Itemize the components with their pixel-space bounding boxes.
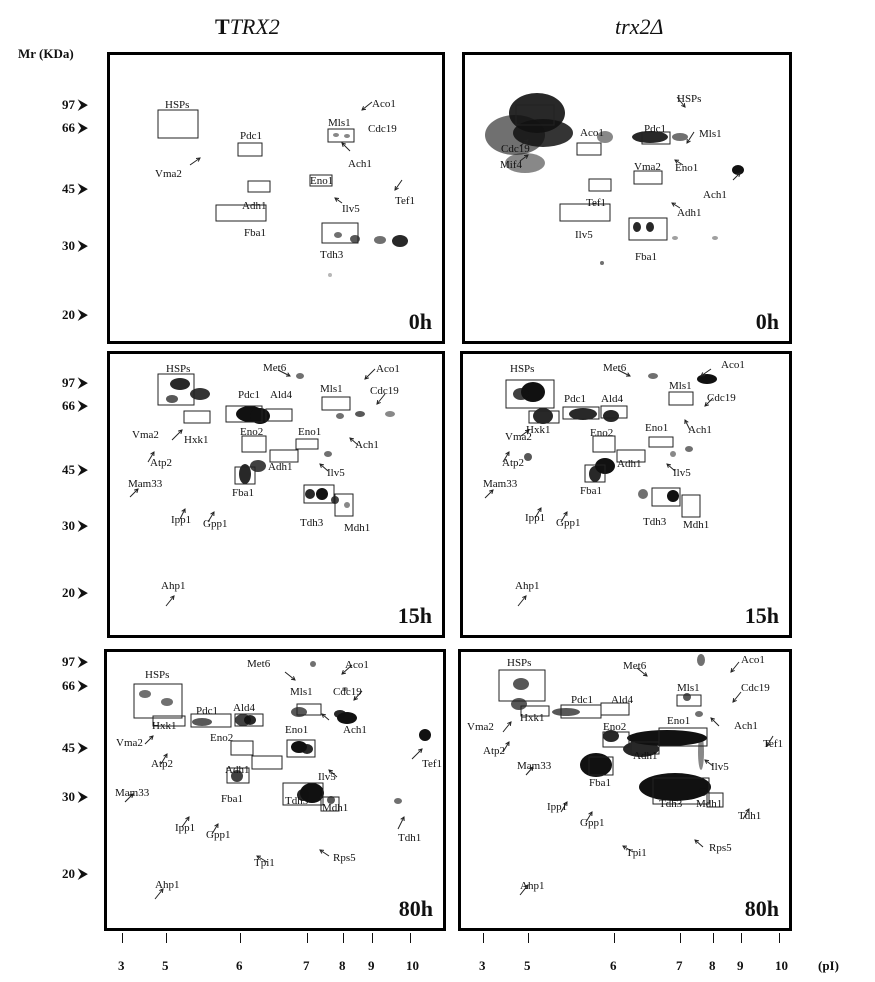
mw-marker-30: 30 ⮞ bbox=[62, 789, 88, 804]
mw-marker-97: 97 ⮞ bbox=[62, 97, 88, 112]
protein-label-mls1: Mls1 bbox=[320, 383, 343, 395]
pi-tick-label: 5 bbox=[524, 958, 531, 973]
protein-label-ilv5: Ilv5 bbox=[342, 203, 360, 215]
annotation-arrow bbox=[687, 132, 694, 143]
gel-stage bbox=[110, 354, 442, 635]
gel-panel-mutant-15h bbox=[460, 351, 792, 638]
pi-tick-label: 3 bbox=[118, 958, 125, 973]
protein-label-mdh1: Mdh1 bbox=[322, 802, 349, 814]
protein-label-pdc1: Pdc1 bbox=[238, 389, 260, 401]
spot-box bbox=[134, 684, 182, 718]
time-label: 15h bbox=[744, 603, 779, 628]
pi-tick bbox=[343, 933, 344, 943]
spot-box bbox=[682, 495, 700, 517]
mw-marker-30: 30 ⮞ bbox=[62, 518, 88, 533]
protein-label-met6: Met6 bbox=[247, 658, 271, 670]
protein-spot bbox=[670, 451, 676, 457]
protein-spot bbox=[374, 236, 386, 244]
protein-label-atp2: Atp2 bbox=[150, 457, 172, 469]
pi-tick-label: 9 bbox=[737, 958, 744, 973]
protein-spot bbox=[310, 661, 316, 667]
protein-label-ahp1: Ahp1 bbox=[161, 580, 186, 592]
column-title-mutant: trx2Δ bbox=[615, 14, 664, 39]
protein-spot bbox=[334, 710, 346, 718]
gel-panel-wt-80h bbox=[104, 649, 446, 931]
protein-label-hxk1: Hxk1 bbox=[526, 424, 551, 436]
spot-box bbox=[296, 439, 318, 449]
annotation-arrow bbox=[731, 662, 739, 672]
protein-label-mls1: Mls1 bbox=[699, 128, 722, 140]
protein-label-cdc19: Cdc19 bbox=[741, 682, 770, 694]
protein-label-ach1: Ach1 bbox=[688, 424, 712, 436]
protein-spot bbox=[328, 273, 332, 277]
gel-image bbox=[465, 55, 789, 341]
protein-label-vma2: Vma2 bbox=[505, 431, 532, 443]
protein-label-mls1: Mls1 bbox=[669, 380, 692, 392]
spot-box bbox=[231, 741, 253, 755]
protein-label-tpi1: Tpi1 bbox=[626, 847, 647, 859]
protein-label-vma2: Vma2 bbox=[467, 721, 494, 733]
pi-tick bbox=[741, 933, 742, 943]
pi-tick-label: 3 bbox=[479, 958, 486, 973]
gel-stage bbox=[107, 652, 443, 928]
mw-marker-66: 66 ⮞ bbox=[62, 120, 88, 135]
protein-label-rps5: Rps5 bbox=[333, 852, 356, 864]
protein-label-eno2: Eno2 bbox=[240, 426, 264, 438]
protein-label-ald4: Ald4 bbox=[270, 389, 292, 401]
protein-label-tef1: Tef1 bbox=[395, 195, 415, 207]
protein-label-ipp1: Ipp1 bbox=[547, 801, 568, 813]
protein-label-tdh1: Tdh1 bbox=[738, 810, 762, 822]
spot-box bbox=[184, 411, 210, 423]
protein-spot bbox=[324, 451, 332, 457]
protein-label-mls1: Mls1 bbox=[328, 117, 351, 129]
protein-label-fba1: Fba1 bbox=[232, 487, 254, 499]
pi-tick bbox=[528, 933, 529, 943]
protein-label-mdh1: Mdh1 bbox=[683, 519, 710, 531]
protein-spot bbox=[511, 698, 527, 710]
protein-spot bbox=[250, 460, 266, 472]
annotation-arrow bbox=[503, 722, 511, 732]
protein-spot bbox=[569, 408, 597, 420]
protein-label-pdc1: Pdc1 bbox=[571, 694, 593, 706]
pi-tick-label: 7 bbox=[303, 958, 310, 973]
protein-label-hxk1: Hxk1 bbox=[520, 712, 545, 724]
protein-spot bbox=[513, 388, 529, 400]
mw-marker-45: 45 ⮞ bbox=[62, 181, 88, 196]
protein-spot bbox=[161, 698, 173, 706]
protein-label-tdh3: Tdh3 bbox=[285, 795, 309, 807]
time-label: 80h bbox=[744, 896, 779, 921]
protein-spot bbox=[170, 378, 190, 390]
annotation-arrow bbox=[733, 173, 740, 180]
mw-marker-66: 66 ⮞ bbox=[62, 678, 88, 693]
protein-label-tdh3: Tdh3 bbox=[300, 517, 324, 529]
protein-label-ahp1: Ahp1 bbox=[155, 879, 180, 891]
protein-spot bbox=[305, 489, 315, 499]
protein-label-pdc1: Pdc1 bbox=[196, 705, 218, 717]
protein-label-fba1: Fba1 bbox=[589, 777, 611, 789]
protein-label-adh1: Adh1 bbox=[225, 764, 250, 776]
protein-spot bbox=[316, 488, 328, 500]
protein-label-fba1: Fba1 bbox=[635, 251, 657, 263]
gel-stage bbox=[465, 55, 789, 341]
protein-label-vma2: Vma2 bbox=[132, 429, 159, 441]
protein-spot bbox=[672, 133, 688, 141]
protein-label-hsps: HSPs bbox=[677, 93, 702, 105]
protein-spot bbox=[190, 388, 210, 400]
gel-panel-wt-15h bbox=[107, 351, 445, 638]
protein-label-mdh1: Mdh1 bbox=[696, 798, 723, 810]
protein-label-ilv5: Ilv5 bbox=[318, 771, 336, 783]
protein-label-ach1: Ach1 bbox=[355, 439, 379, 451]
protein-spot bbox=[419, 729, 431, 741]
protein-spot bbox=[639, 773, 711, 801]
protein-label-atp2: Atp2 bbox=[483, 745, 505, 757]
protein-label-hxk1: Hxk1 bbox=[152, 720, 177, 732]
protein-label-ach1: Ach1 bbox=[703, 189, 727, 201]
protein-label-atp2: Atp2 bbox=[151, 758, 173, 770]
protein-spot bbox=[333, 133, 339, 137]
protein-spot bbox=[695, 711, 703, 717]
pi-tick bbox=[307, 933, 308, 943]
protein-label-cdc19: Cdc19 bbox=[501, 143, 530, 155]
protein-label-ach1: Ach1 bbox=[343, 724, 367, 736]
protein-spot bbox=[344, 134, 350, 138]
protein-spot bbox=[697, 654, 705, 666]
annotation-arrow bbox=[733, 692, 741, 702]
mw-marker-20: 20 ⮞ bbox=[62, 866, 88, 881]
gel-stage bbox=[463, 354, 789, 635]
protein-label-hsps: HSPs bbox=[507, 657, 532, 669]
pi-tick-label: 8 bbox=[339, 958, 346, 973]
protein-spot bbox=[166, 395, 178, 403]
protein-label-aco1: Aco1 bbox=[721, 359, 745, 371]
protein-spot bbox=[667, 490, 679, 502]
mw-marker-66: 66 ⮞ bbox=[62, 398, 88, 413]
annotation-arrow bbox=[320, 850, 329, 856]
spot-box bbox=[322, 397, 350, 410]
pi-unit: (pI) bbox=[818, 958, 839, 973]
protein-spot bbox=[296, 373, 304, 379]
protein-spot bbox=[392, 235, 408, 247]
spot-box bbox=[252, 756, 282, 769]
protein-label-vma2: Vma2 bbox=[634, 161, 661, 173]
pi-tick bbox=[779, 933, 780, 943]
protein-label-hxk1: Hxk1 bbox=[184, 434, 209, 446]
gel-panel-mutant-0h bbox=[462, 52, 792, 344]
protein-label-gpp1: Gpp1 bbox=[203, 518, 228, 530]
protein-spot bbox=[533, 408, 553, 424]
protein-label-met6: Met6 bbox=[263, 362, 287, 374]
protein-label-mam33: Mam33 bbox=[115, 787, 150, 799]
protein-label-adh1: Adh1 bbox=[633, 750, 658, 762]
protein-label-fba1: Fba1 bbox=[244, 227, 266, 239]
mw-marker-30: 30 ⮞ bbox=[62, 238, 88, 253]
gel-stage bbox=[461, 652, 789, 928]
gel-panel-mutant-80h bbox=[458, 649, 792, 931]
pi-tick-label: 7 bbox=[676, 958, 683, 973]
protein-spot bbox=[648, 373, 658, 379]
protein-spot bbox=[697, 374, 717, 384]
mw-marker-97: 97 ⮞ bbox=[62, 375, 88, 390]
pi-tick bbox=[713, 933, 714, 943]
protein-label-met6: Met6 bbox=[623, 660, 647, 672]
protein-label-adh1: Adh1 bbox=[268, 461, 293, 473]
protein-label-ilv5: Ilv5 bbox=[673, 467, 691, 479]
spot-box bbox=[589, 179, 611, 191]
protein-spot bbox=[589, 466, 601, 482]
protein-label-eno1: Eno1 bbox=[667, 715, 691, 727]
protein-label-cdc19: Cdc19 bbox=[707, 392, 736, 404]
protein-spot bbox=[600, 261, 604, 265]
protein-label-ahp1: Ahp1 bbox=[520, 880, 545, 892]
protein-spot bbox=[683, 693, 691, 701]
protein-label-tdh3: Tdh3 bbox=[643, 516, 667, 528]
protein-label-tef1: Tef1 bbox=[422, 758, 442, 770]
time-label: 0h bbox=[755, 309, 779, 334]
protein-spot bbox=[336, 413, 344, 419]
protein-label-pdc1: Pdc1 bbox=[644, 123, 666, 135]
protein-label-gpp1: Gpp1 bbox=[206, 829, 231, 841]
pi-tick bbox=[410, 933, 411, 943]
pi-tick bbox=[680, 933, 681, 943]
protein-label-mam33: Mam33 bbox=[517, 760, 552, 772]
protein-label-ach1: Ach1 bbox=[348, 158, 372, 170]
protein-label-aco1: Aco1 bbox=[580, 127, 604, 139]
protein-spot bbox=[712, 236, 718, 240]
protein-label-ald4: Ald4 bbox=[233, 702, 255, 714]
protein-label-ald4: Ald4 bbox=[601, 393, 623, 405]
protein-label-mls1: Mls1 bbox=[290, 686, 313, 698]
protein-spot bbox=[301, 744, 313, 754]
mw-marker-45: 45 ⮞ bbox=[62, 740, 88, 755]
protein-label-tdh1: Tdh1 bbox=[398, 832, 422, 844]
pi-tick bbox=[122, 933, 123, 943]
protein-label-hsps: HSPs bbox=[165, 99, 190, 111]
protein-label-ilv5: Ilv5 bbox=[327, 467, 345, 479]
protein-label-eno1: Eno1 bbox=[285, 724, 309, 736]
gel-panel-wt-0h bbox=[107, 52, 445, 344]
protein-label-ahp1: Ahp1 bbox=[515, 580, 540, 592]
annotation-arrow bbox=[190, 158, 200, 165]
annotation-arrow bbox=[395, 180, 402, 190]
mw-marker-45: 45 ⮞ bbox=[62, 462, 88, 477]
annotation-arrow bbox=[412, 749, 422, 759]
protein-label-fba1: Fba1 bbox=[580, 485, 602, 497]
annotation-arrow bbox=[365, 369, 375, 379]
protein-label-fba1: Fba1 bbox=[221, 793, 243, 805]
protein-label-pdc1: Pdc1 bbox=[564, 393, 586, 405]
protein-spot bbox=[638, 489, 648, 499]
protein-spot bbox=[603, 410, 619, 422]
protein-spot bbox=[633, 222, 641, 232]
protein-label-aco1: Aco1 bbox=[372, 98, 396, 110]
annotation-arrow bbox=[485, 490, 493, 498]
protein-label-eno2: Eno2 bbox=[590, 427, 614, 439]
protein-label-eno1: Eno1 bbox=[675, 162, 699, 174]
pi-tick-label: 10 bbox=[775, 958, 788, 973]
protein-label-eno1: Eno1 bbox=[310, 175, 334, 187]
protein-spot bbox=[244, 715, 256, 725]
protein-label-eno2: Eno2 bbox=[210, 732, 234, 744]
protein-label-aco1: Aco1 bbox=[741, 654, 765, 666]
annotation-arrow bbox=[285, 672, 295, 680]
pi-tick-label: 8 bbox=[709, 958, 716, 973]
spot-box bbox=[242, 436, 266, 452]
spot-box bbox=[328, 129, 354, 142]
protein-label-adh1: Adh1 bbox=[617, 458, 642, 470]
spot-box bbox=[669, 392, 693, 405]
spot-box bbox=[158, 110, 198, 138]
time-label: 15h bbox=[397, 603, 432, 628]
protein-label-ilv5: Ilv5 bbox=[575, 229, 593, 241]
pi-tick-label: 5 bbox=[162, 958, 169, 973]
protein-label-ipp1: Ipp1 bbox=[175, 822, 196, 834]
protein-spot bbox=[552, 708, 580, 716]
pi-tick-label: 6 bbox=[236, 958, 243, 973]
protein-spot bbox=[394, 798, 402, 804]
protein-label-gpp1: Gpp1 bbox=[580, 817, 605, 829]
protein-label-cdc19: Cdc19 bbox=[333, 686, 362, 698]
protein-spot bbox=[355, 411, 365, 417]
protein-label-cdc19: Cdc19 bbox=[370, 385, 399, 397]
protein-label-adh1: Adh1 bbox=[677, 207, 702, 219]
protein-label-mam33: Mam33 bbox=[128, 478, 163, 490]
protein-spot bbox=[139, 690, 151, 698]
protein-spot bbox=[513, 678, 529, 690]
gel-stage bbox=[110, 55, 442, 341]
protein-label-ipp1: Ipp1 bbox=[525, 512, 546, 524]
protein-label-mls1: Mls1 bbox=[677, 682, 700, 694]
annotation-arrow bbox=[335, 198, 342, 203]
protein-label-tef1: Tef1 bbox=[763, 738, 783, 750]
protein-label-vma2: Vma2 bbox=[155, 168, 182, 180]
protein-label-hsps: HSPs bbox=[166, 363, 191, 375]
protein-label-tdh3: Tdh3 bbox=[320, 249, 344, 261]
time-label: 80h bbox=[398, 896, 433, 921]
pi-tick-label: 9 bbox=[368, 958, 375, 973]
pi-tick bbox=[372, 933, 373, 943]
protein-label-pdc1: Pdc1 bbox=[240, 130, 262, 142]
spot-box bbox=[248, 181, 270, 192]
annotation-arrow bbox=[518, 596, 526, 606]
protein-label-mam33: Mam33 bbox=[483, 478, 518, 490]
mr-axis-title: Mr (KDa) bbox=[18, 46, 74, 61]
protein-label-tdh3: Tdh3 bbox=[659, 798, 683, 810]
protein-label-ach1: Ach1 bbox=[734, 720, 758, 732]
protein-label-hsps: HSPs bbox=[510, 363, 535, 375]
spot-box bbox=[577, 143, 601, 155]
protein-spot bbox=[344, 502, 350, 508]
protein-label-vma2: Vma2 bbox=[116, 737, 143, 749]
protein-spot bbox=[385, 411, 395, 417]
protein-label-ilv5: Ilv5 bbox=[711, 761, 729, 773]
annotation-arrow bbox=[322, 714, 329, 720]
annotation-arrow bbox=[362, 102, 372, 110]
protein-label-gpp1: Gpp1 bbox=[556, 517, 581, 529]
time-label: 0h bbox=[408, 309, 432, 334]
protein-spot bbox=[646, 222, 654, 232]
pi-tick bbox=[240, 933, 241, 943]
annotation-arrow bbox=[172, 430, 182, 440]
protein-spot bbox=[192, 718, 212, 726]
spot-box bbox=[238, 143, 262, 156]
protein-label-mdh1: Mdh1 bbox=[344, 522, 371, 534]
protein-label-met6: Met6 bbox=[603, 362, 627, 374]
pi-tick bbox=[166, 933, 167, 943]
gel-image bbox=[463, 354, 789, 635]
protein-spot bbox=[698, 734, 704, 770]
protein-spot bbox=[699, 788, 707, 796]
pi-tick-label: 10 bbox=[406, 958, 419, 973]
protein-spot bbox=[334, 232, 342, 238]
protein-spot bbox=[685, 446, 693, 452]
annotation-arrow bbox=[130, 489, 138, 497]
mw-marker-97: 97 ⮞ bbox=[62, 654, 88, 669]
protein-label-mif4: Mif4 bbox=[500, 159, 522, 171]
protein-label-ipp1: Ipp1 bbox=[171, 514, 192, 526]
protein-label-tpi1: Tpi1 bbox=[254, 857, 275, 869]
annotation-arrow bbox=[711, 718, 719, 726]
pi-tick-label: 6 bbox=[610, 958, 617, 973]
annotation-arrow bbox=[398, 817, 404, 829]
annotation-arrow bbox=[695, 840, 703, 847]
column-title-wild-type: TTRX2 bbox=[215, 14, 280, 39]
mw-marker-20: 20 ⮞ bbox=[62, 307, 88, 322]
pi-tick bbox=[483, 933, 484, 943]
protein-label-ald4: Ald4 bbox=[611, 694, 633, 706]
protein-spot bbox=[524, 453, 532, 461]
protein-label-rps5: Rps5 bbox=[709, 842, 732, 854]
annotation-arrow bbox=[166, 596, 174, 606]
mw-marker-20: 20 ⮞ bbox=[62, 585, 88, 600]
protein-spot bbox=[672, 236, 678, 240]
protein-label-aco1: Aco1 bbox=[345, 659, 369, 671]
protein-label-hsps: HSPs bbox=[145, 669, 170, 681]
protein-label-cdc19: Cdc19 bbox=[368, 123, 397, 135]
protein-label-atp2: Atp2 bbox=[502, 457, 524, 469]
protein-label-eno1: Eno1 bbox=[298, 426, 322, 438]
protein-label-eno1: Eno1 bbox=[645, 422, 669, 434]
spot-box bbox=[649, 437, 673, 447]
annotation-arrow bbox=[145, 736, 153, 744]
protein-label-aco1: Aco1 bbox=[376, 363, 400, 375]
annotation-arrow bbox=[342, 143, 350, 151]
protein-label-adh1: Adh1 bbox=[242, 200, 267, 212]
pi-tick bbox=[614, 933, 615, 943]
protein-label-eno2: Eno2 bbox=[603, 721, 627, 733]
protein-label-tef1: Tef1 bbox=[586, 197, 606, 209]
